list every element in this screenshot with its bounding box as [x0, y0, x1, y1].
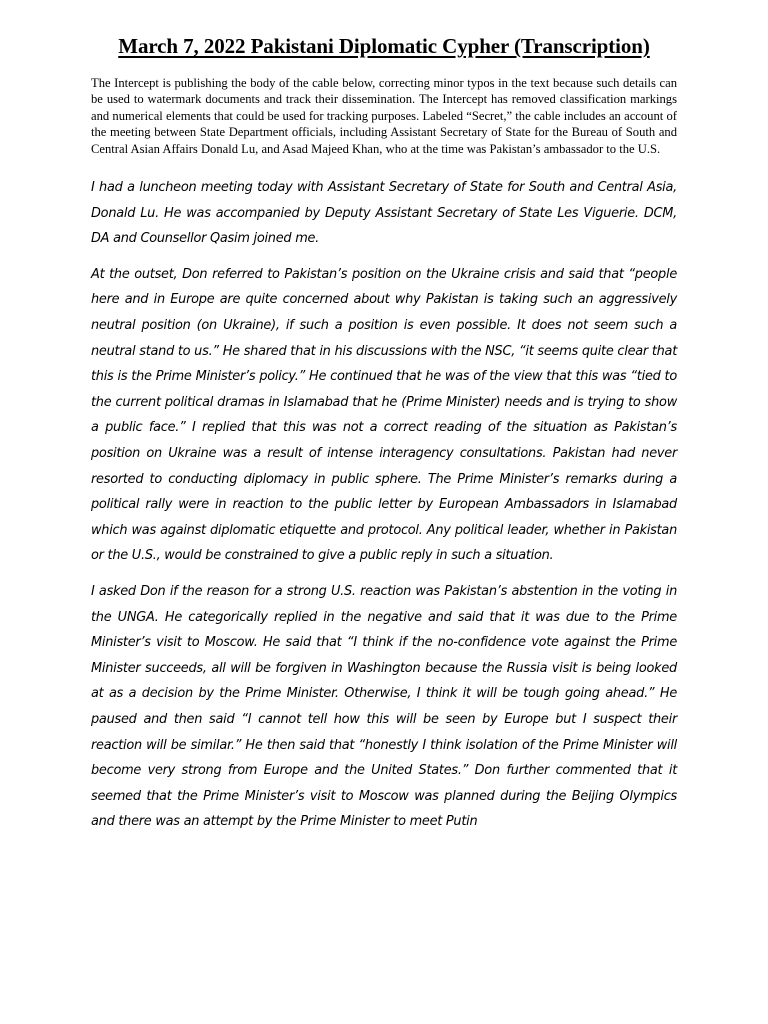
document-page	[91, 34, 677, 845]
document-title: March 7, 2022 Pakistani Diplomatic Cypher (Transcription)	[118, 34, 650, 58]
body-paragraph-2: At the outset, Don referred to Pakistan’s position on the Ukraine crisis and said that “people here and in Europe are quite concerned about why Pakistan is taking such an aggressively neutral position (on Ukraine), if such a position is even possible. It does not seem such a neutral stand to us.” He shared that in his discussions with the NSC, “it seems quite clear that this is the Prime Minister’s policy.” He continued that he was of the view that this was “tied to the current political dramas in Islamabad that he (Prime Minister) needs and is trying to show a public face.” I replied that this was not a correct reading of the situation as Pakistan’s position on Ukraine was a result of intense interagency consultations. Pakistan had never resorted to conducting diplomacy in public sphere. The Prime Minister’s remarks during a political rally were in reaction to the public letter by European Ambassadors in Islamabad which was against diplomatic etiquette and protocol. Any political leader, whether in Pakistan or the U.S., would be constrained to give a public reply in such a situation.	[91, 266, 677, 564]
body-paragraph-1: I had a luncheon meeting today with Assistant Secretary of State for South and Central Asia, Donald Lu. He was accompanied by Deputy Assistant Secretary of State Les Viguerie. DCM, DA and Counsellor Qasim joined me.	[91, 180, 677, 247]
intro-paragraph: The Intercept is publishing the body of the cable below, correcting minor typos in the text because such details can be used to watermark documents and track their dissemination. The Intercept has removed classification markings and numerical elements that could be used for tracking purposes. Labeled “Secret,” the cable includes an account of the meeting between State Department officials, including Assistant Secretary of State for the Bureau of South and Central Asian Affairs Donald Lu, and Asad Majeed Khan, who at the time was Pakistan’s ambassador to the U.S.	[91, 76, 677, 156]
body-paragraph-3: I asked Don if the reason for a strong U.S. reaction was Pakistan’s abstention in the voting in the UNGA. He categorically replied in the negative and said that it was due to the Prime Minister’s visit to Moscow. He said that “I think if the no-confidence vote against the Prime Minister succeeds, all will be forgiven in Washington because the Russia visit is being looked at as a decision by the Prime Minister. Otherwise, I think it will be tough going ahead.” He paused and then said “I cannot tell how this will be seen by Europe but I suspect their reaction will be similar.” He then said that “honestly I think isolation of the Prime Minister will become very strong from Europe and the United States.” Don further commented that it seemed that the Prime Minister’s visit to Moscow was planned during the Beijing Olympics and there was an attempt by the Prime Minister to meet Putin	[91, 583, 677, 830]
